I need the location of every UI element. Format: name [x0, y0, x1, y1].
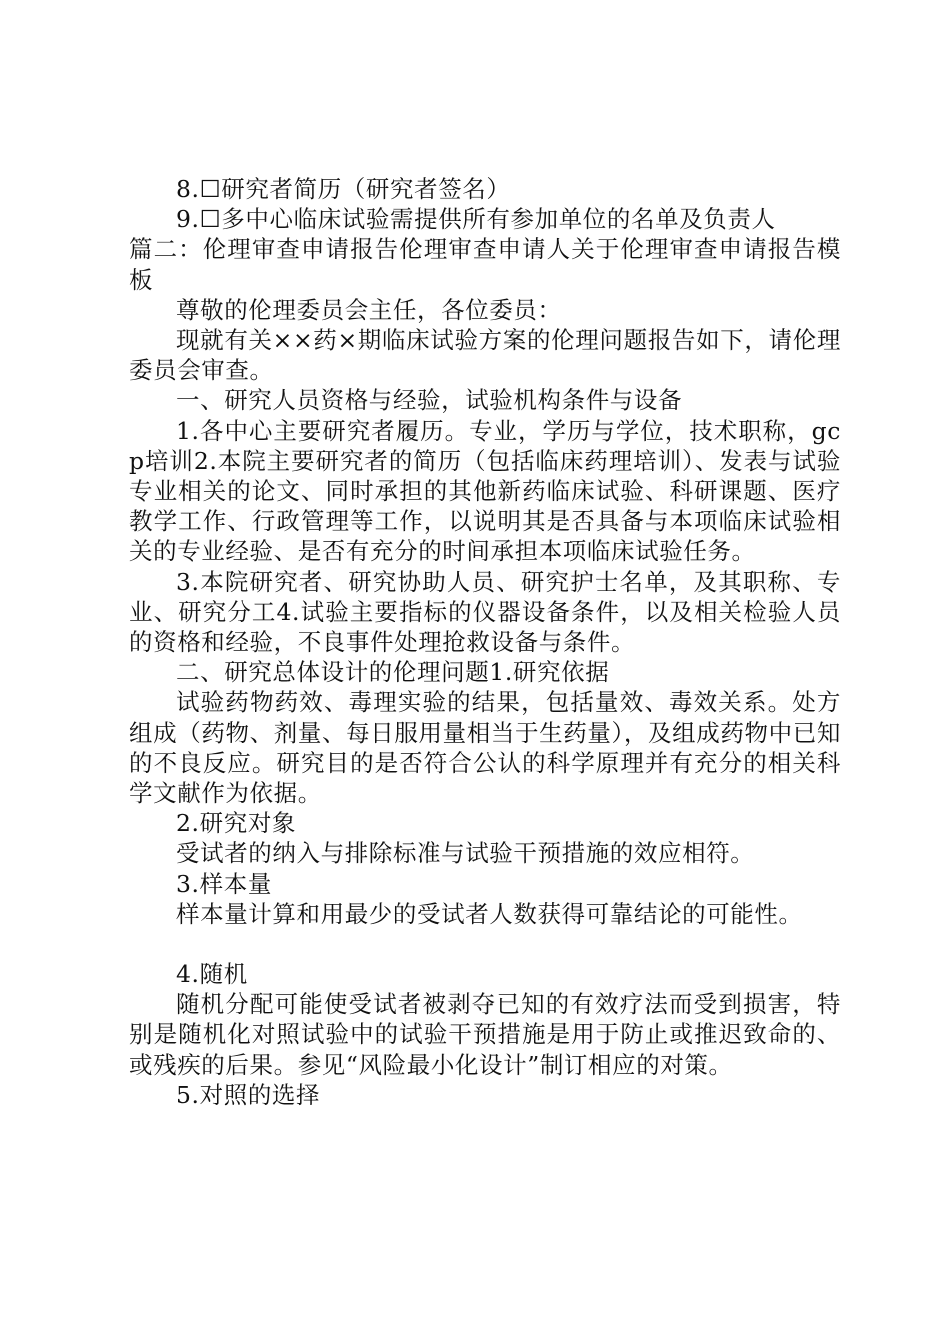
blank-line	[129, 929, 841, 959]
paragraph-randomization: 随机分配可能使受试者被剥夺已知的有效疗法而受到损害，特别是随机化对照试验中的试验干预措施是用于防止或推迟致命的、或残疾的后果。参见“风险最小化设计”制订相应的对策。	[129, 990, 841, 1079]
heading-control-selection: 5.对照的选择	[176, 1080, 321, 1109]
item-9-multicenter-list: 9.☐多中心临床试验需提供所有参加单位的名单及负责人	[176, 205, 776, 234]
heading-sample-size: 3.样本量	[176, 869, 272, 898]
heading-research-subjects: 2.研究对象	[176, 809, 297, 838]
heading-overall-design: 二、研究总体设计的伦理问题1.研究依据	[176, 658, 610, 687]
paragraph-research-subjects: 受试者的纳入与排除标准与试验干预措施的效应相符。	[176, 839, 755, 868]
paragraph-researcher-resume: 1.各中心主要研究者履历。专业，学历与学位，技术职称，gcp培训2.本院主要研究者的简历（包括临床药理培训）、发表与试验专业相关的论文、同时承担的其他新药临床试验、科研课题、医疗教学工作、行政管理等工作，以说明其是否具备与本项临床试验相关的专业经验、是否有充分的时间承担本项临床试验任务。	[129, 416, 841, 566]
heading-researcher-qualifications: 一、研究人员资格与经验，试验机构条件与设备	[176, 386, 683, 415]
section-heading-part-two: 篇二：伦理审查申请报告伦理审查申请人关于伦理审查申请报告模板	[129, 235, 841, 294]
heading-randomization: 4.随机	[176, 960, 248, 989]
paragraph-staff-equipment: 3.本院研究者、研究协助人员、研究护士名单，及其职称、专业、研究分工4.试验主要指标的仪器设备条件，以及相关检验人员的资格和经验，不良事件处理抢救设备与条件。	[129, 567, 841, 657]
intro-paragraph: 现就有关××药×期临床试验方案的伦理问题报告如下，请伦理委员会审查。	[129, 326, 841, 385]
document-body	[129, 174, 841, 1110]
salutation: 尊敬的伦理委员会主任，各位委员：	[176, 295, 562, 324]
paragraph-sample-size: 样本量计算和用最少的受试者人数获得可靠结论的可能性。	[176, 899, 803, 928]
item-8-resume: 8.☐研究者简历（研究者签名）	[176, 175, 511, 203]
paragraph-research-basis: 试验药物药效、毒理实验的结果，包括量效、毒效关系。处方组成（药物、剂量、每日服用量相当于生药量），及组成药物中已知的不良反应。研究目的是否符合公认的科学原理并有充分的相关科学文献作为依据。	[129, 688, 841, 808]
